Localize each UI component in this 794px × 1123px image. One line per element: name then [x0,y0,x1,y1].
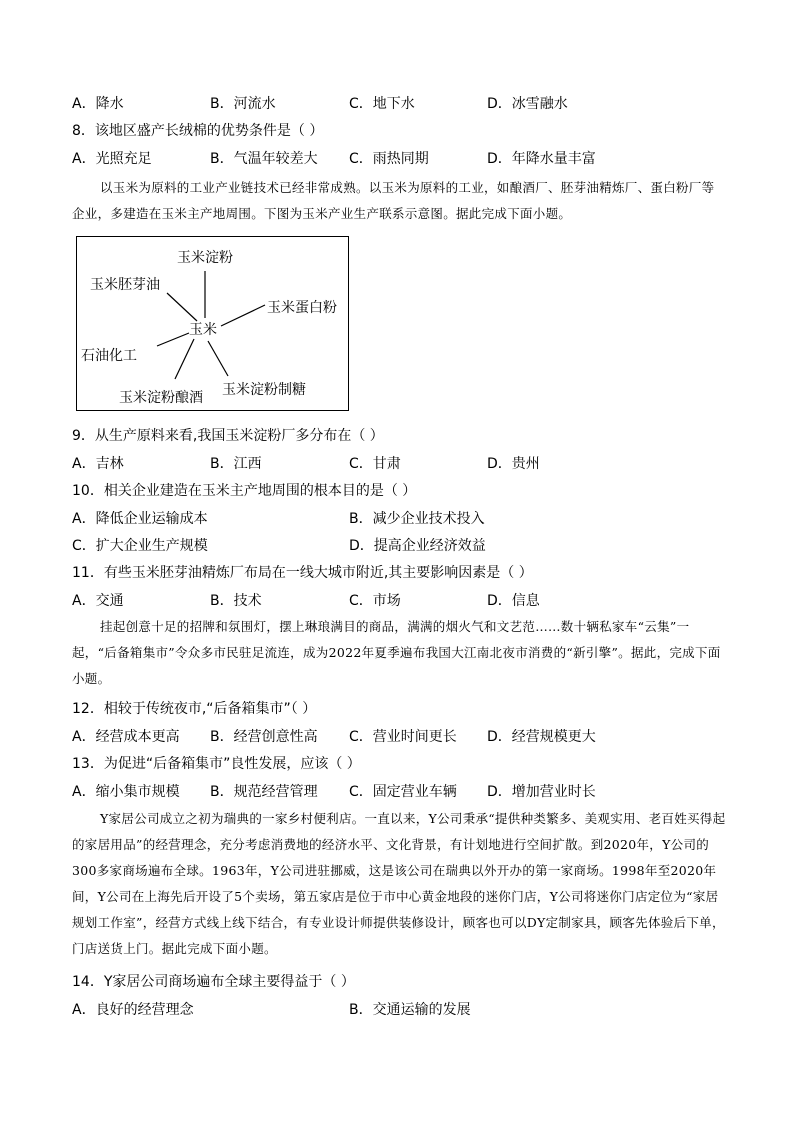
q9-option-b: B．江西 [210,456,262,472]
q11-stem: 11．有些玉米胚芽油精炼厂布局在一线大城市附近,其主要影响因素是（ ） [72,565,533,581]
q14-option-b: B．交通运输的发展 [349,1002,471,1018]
q13-option-a: A．缩小集市规模 [72,784,180,800]
q12-option-c: C．营业时间更长 [349,729,457,745]
q14-option-a: A．良好的经营理念 [72,1002,194,1018]
q13-option-b: B．规范经营管理 [210,784,318,800]
q8-option-a: A．光照充足 [72,151,152,167]
q7-option-b: B．河流水 [210,96,276,112]
line-to-germ-oil [167,293,197,321]
corn-industry-diagram [76,236,349,411]
diagram-left-label: 石油化工 [81,348,137,364]
q12-option-b: B．经营创意性高 [210,729,318,745]
q10-option-b: B．减少企业技术投入 [349,511,485,527]
q11-option-a: A．交通 [72,593,124,609]
q11-option-c: C．市场 [349,593,401,609]
q9-option-c: C．甘肃 [349,456,401,472]
q13-option-c: C．固定营业车辆 [349,784,457,800]
line-to-petrochem [157,333,189,346]
q8-option-b: B．气温年较差大 [210,151,318,167]
q13-stem: 13．为促进“后备箱集市”良性发展，应该（ ） [72,756,361,772]
q12-option-a: A．经营成本更高 [72,729,180,745]
q8-option-c: C．雨热同期 [349,151,429,167]
q10-option-d: D．提高企业经济效益 [349,538,486,554]
q7-option-a: A．降水 [72,96,124,112]
q10-option-c: C．扩大企业生产规模 [72,538,208,554]
passage-y-company: Y家居公司成立之初为瑞典的一家乡村便利店。一直以来，Y公司秉承“提供种类繁多、美观实用、老百姓买得起的家居用品”的经营理念，充分考虑消费地的经济水平、文化背景，有计划地进行空间扩散。到2020年，Y公司的300多家商场遍布全球。1963年，Y公司进驻挪威，这是该公司在瑞典以外开办的第一家商场。1998年至2020年间，Y公司在上海先后开设了5个卖场，第五家店是位于市中心黄金地段的迷你门店，Y公司将迷你门店定位为“家居规划工作室”，经营方式线上线下结合，有专业设计师提供装修设计，顾客也可以DY定制家具，顾客先体验后下单，门店送货上门。据此完成下面小题。 [72,811,726,956]
diagram-bottom-left-label: 玉米淀粉酿酒 [119,390,203,406]
line-to-protein [221,305,265,326]
passage-corn-industry: 以玉米为原料的工业产业链技术已经非常成熟。以玉米为原料的工业，如酿酒厂、胚芽油精炼厂、蛋白粉厂等企业，多建造在玉米主产地周围。下图为玉米产业生产联系示意图。据此完成下面小题。 [72,180,715,221]
q11-option-b: B．技术 [210,593,262,609]
q7-option-d: D．冰雪融水 [487,96,568,112]
q9-stem: 9．从生产原料来看,我国玉米淀粉厂多分布在（ ） [72,428,384,444]
q9-option-a: A．吉林 [72,456,124,472]
diagram-top-label: 玉米淀粉 [177,250,233,266]
passage-trunk-market: 挂起创意十足的招牌和氛围灯，摆上琳琅满目的商品，满满的烟火气和文艺范……数十辆私家车“云集”一起，“后备箱集市”令众多市民驻足流连，成为2022年夏季遍布我国大江南北夜市消费的“新引擎”。据此，完成下面小题。 [72,619,721,686]
q12-stem: 12．相较于传统夜市,“后备箱集市”（ ） [72,701,317,717]
diagram-bottom-right-label: 玉米淀粉制糖 [222,382,306,398]
diagram-left-top-label: 玉米胚芽油 [90,277,160,293]
q8-stem: 8．该地区盛产长绒棉的优势条件是（ ） [72,123,324,139]
diagram-right-label: 玉米蛋白粉 [267,300,337,316]
q10-option-a: A．降低企业运输成本 [72,511,208,527]
q8-option-d: D．年降水量丰富 [487,151,596,167]
line-to-sugar [208,341,228,376]
q10-stem: 10．相关企业建造在玉米主产地周围的根本目的是（ ） [72,483,417,499]
q13-option-d: D．增加营业时长 [487,784,596,800]
q11-option-d: D．信息 [487,593,540,609]
q14-stem: 14．Y家居公司商场遍布全球主要得益于（ ） [72,974,355,990]
line-to-wine [175,339,194,379]
diagram-center-label: 玉米 [189,322,217,338]
q7-option-c: C．地下水 [349,96,415,112]
q9-option-d: D．贵州 [487,456,540,472]
q12-option-d: D．经营规模更大 [487,729,596,745]
